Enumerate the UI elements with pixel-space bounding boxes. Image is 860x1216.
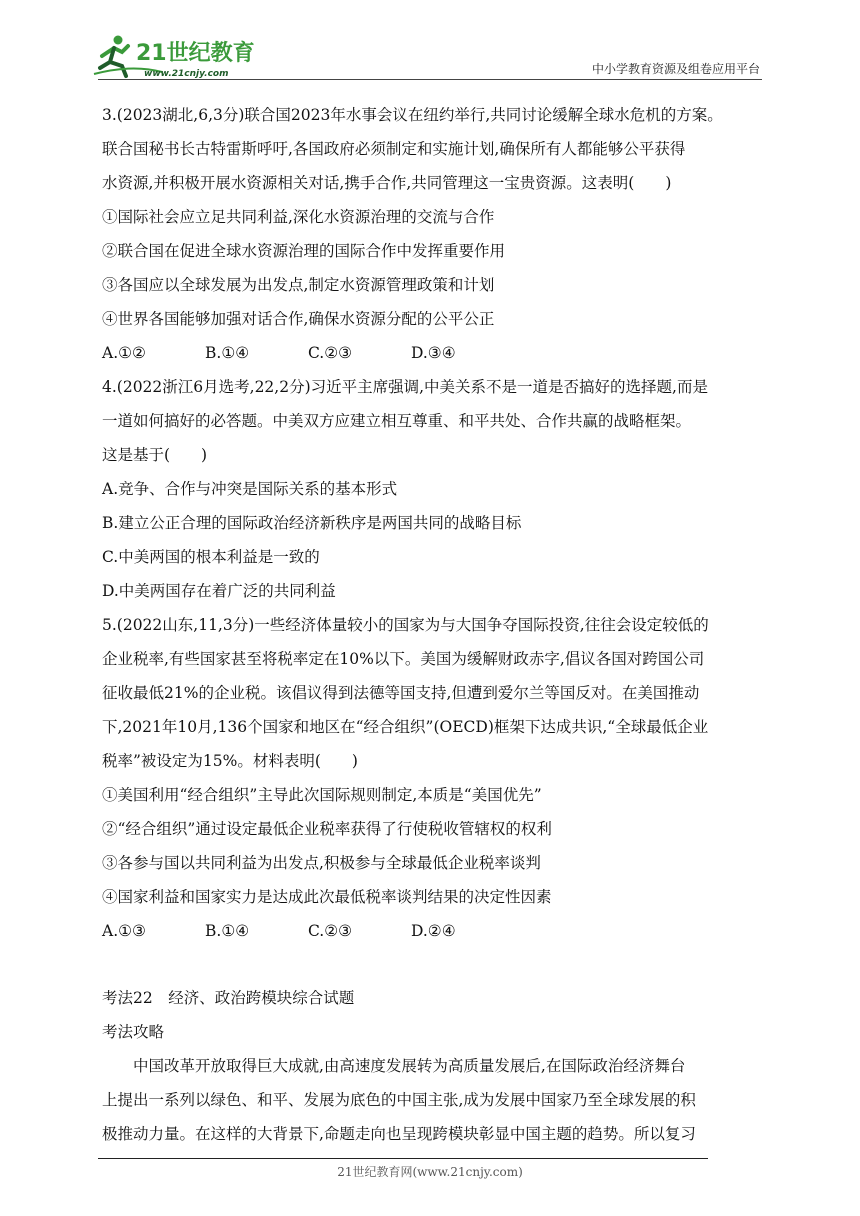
q4-stem-line: 4.(2022浙江6月选考,22,2分)习近平主席强调,中美关系不是一道是否搞好的选择题,而是 — [102, 378, 708, 396]
q5-options — [102, 914, 762, 948]
q3-option-b[interactable]: B.①④ — [205, 344, 250, 362]
q3-item: ③各国应以全球发展为出发点,制定水资源管理政策和计划 — [102, 276, 495, 294]
q5-stem-line: 5.(2022山东,11,3分)一些经济体量较小的国家为与大国争夺国际投资,往往会设定较低的 — [102, 616, 709, 634]
q3-item: ①国际社会应立足共同利益,深化水资源治理的交流与合作 — [102, 208, 495, 226]
q5-option-d[interactable]: D.②④ — [411, 922, 456, 940]
q3-option-c[interactable]: C.②③ — [308, 344, 353, 362]
q5-stem-line: 企业税率,有些国家甚至将税率定在10%以下。美国为缓解财政赤字,倡议各国对跨国公司 — [102, 650, 705, 668]
section-subtitle: 考法攻略 — [102, 1023, 165, 1041]
q5-stem-line: 征收最低21%的企业税。该倡议得到法德等国支持,但遭到爱尔兰等国反对。在美国推动 — [102, 684, 700, 702]
q3-item: ④世界各国能够加强对话合作,确保水资源分配的公平公正 — [102, 310, 495, 328]
svg-text:21世纪教育: 21世纪教育 — [136, 41, 255, 66]
footer-text[interactable]: 21世纪教育网(www.21cnjy.com) — [337, 1165, 523, 1179]
q4-option-c[interactable]: C.中美两国的根本利益是一致的 — [102, 548, 320, 566]
footer-rule — [98, 1158, 708, 1159]
q3-stem-line: 水资源,并积极开展水资源相关对话,携手合作,共同管理这一宝贵资源。这表明( ) — [102, 174, 672, 192]
q4-option-a[interactable]: A.竞争、合作与冲突是国际关系的基本形式 — [102, 480, 398, 498]
runner-logo-icon — [92, 34, 262, 80]
q5-option-a[interactable]: A.①③ — [102, 922, 146, 940]
section-paragraph-line: 极推动力量。在这样的大背景下,命题走向也呈现跨模块彰显中国主题的趋势。所以复习 — [102, 1125, 696, 1143]
q3-options — [102, 336, 762, 370]
q4-option-d[interactable]: D.中美两国存在着广泛的共同利益 — [102, 582, 336, 600]
q4-stem-line: 一道如何搞好的必答题。中美双方应建立相互尊重、和平共处、合作共赢的战略框架。 — [102, 412, 692, 430]
q5-option-c[interactable]: C.②③ — [308, 922, 353, 940]
page-content — [102, 98, 762, 1151]
section-paragraph-line: 中国改革开放取得巨大成就,由高速度发展转为高质量发展后,在国际政治经济舞台 — [133, 1057, 686, 1075]
q3-item: ②联合国在促进全球水资源治理的国际合作中发挥重要作用 — [102, 242, 506, 260]
q5-stem-line: 税率”被设定为15%。材料表明( ) — [102, 752, 358, 770]
q3-option-a[interactable]: A.①② — [102, 344, 146, 362]
q4-stem-line: 这是基于( ) — [102, 446, 208, 464]
header-rule — [98, 79, 762, 80]
q5-item: ①美国利用“经合组织”主导此次国际规则制定,本质是“美国优先” — [102, 786, 542, 804]
q3-stem-line: 3.(2023湖北,6,3分)联合国2023年水事会议在纽约举行,共同讨论缓解全球水危机的方案。 — [102, 106, 723, 124]
site-logo[interactable] — [92, 34, 262, 80]
q4-option-b[interactable]: B.建立公正合理的国际政治经济新秩序是两国共同的战略目标 — [102, 514, 522, 532]
svg-text:www.21cnjy.com: www.21cnjy.com — [144, 69, 229, 79]
page-header — [0, 0, 860, 80]
q5-item: ③各参与国以共同利益为出发点,积极参与全球最低企业税率谈判 — [102, 854, 541, 872]
q5-item: ④国家利益和国家实力是达成此次最低税率谈判结果的决定性因素 — [102, 888, 552, 906]
q5-item: ②“经合组织”通过设定最低企业税率获得了行使税收管辖权的权利 — [102, 820, 552, 838]
q5-option-b[interactable]: B.①④ — [205, 922, 250, 940]
section-gap — [102, 948, 762, 981]
section-paragraph-line: 上提出一系列以绿色、和平、发展为底色的中国主张,成为发展中国家乃至全球发展的积 — [102, 1091, 696, 1109]
q3-stem-line: 联合国秘书长古特雷斯呼吁,各国政府必须制定和实施计划,确保所有人都能够公平获得 — [102, 140, 686, 158]
q5-stem-line: 下,2021年10月,136个国家和地区在“经合组织”(OECD)框架下达成共识,“全球最低企业 — [102, 718, 709, 736]
section-title: 考法22 经济、政治跨模块综合试题 — [102, 989, 355, 1007]
q3-option-d[interactable]: D.③④ — [411, 344, 456, 362]
platform-name: 中小学教育资源及组卷应用平台 — [591, 62, 760, 76]
